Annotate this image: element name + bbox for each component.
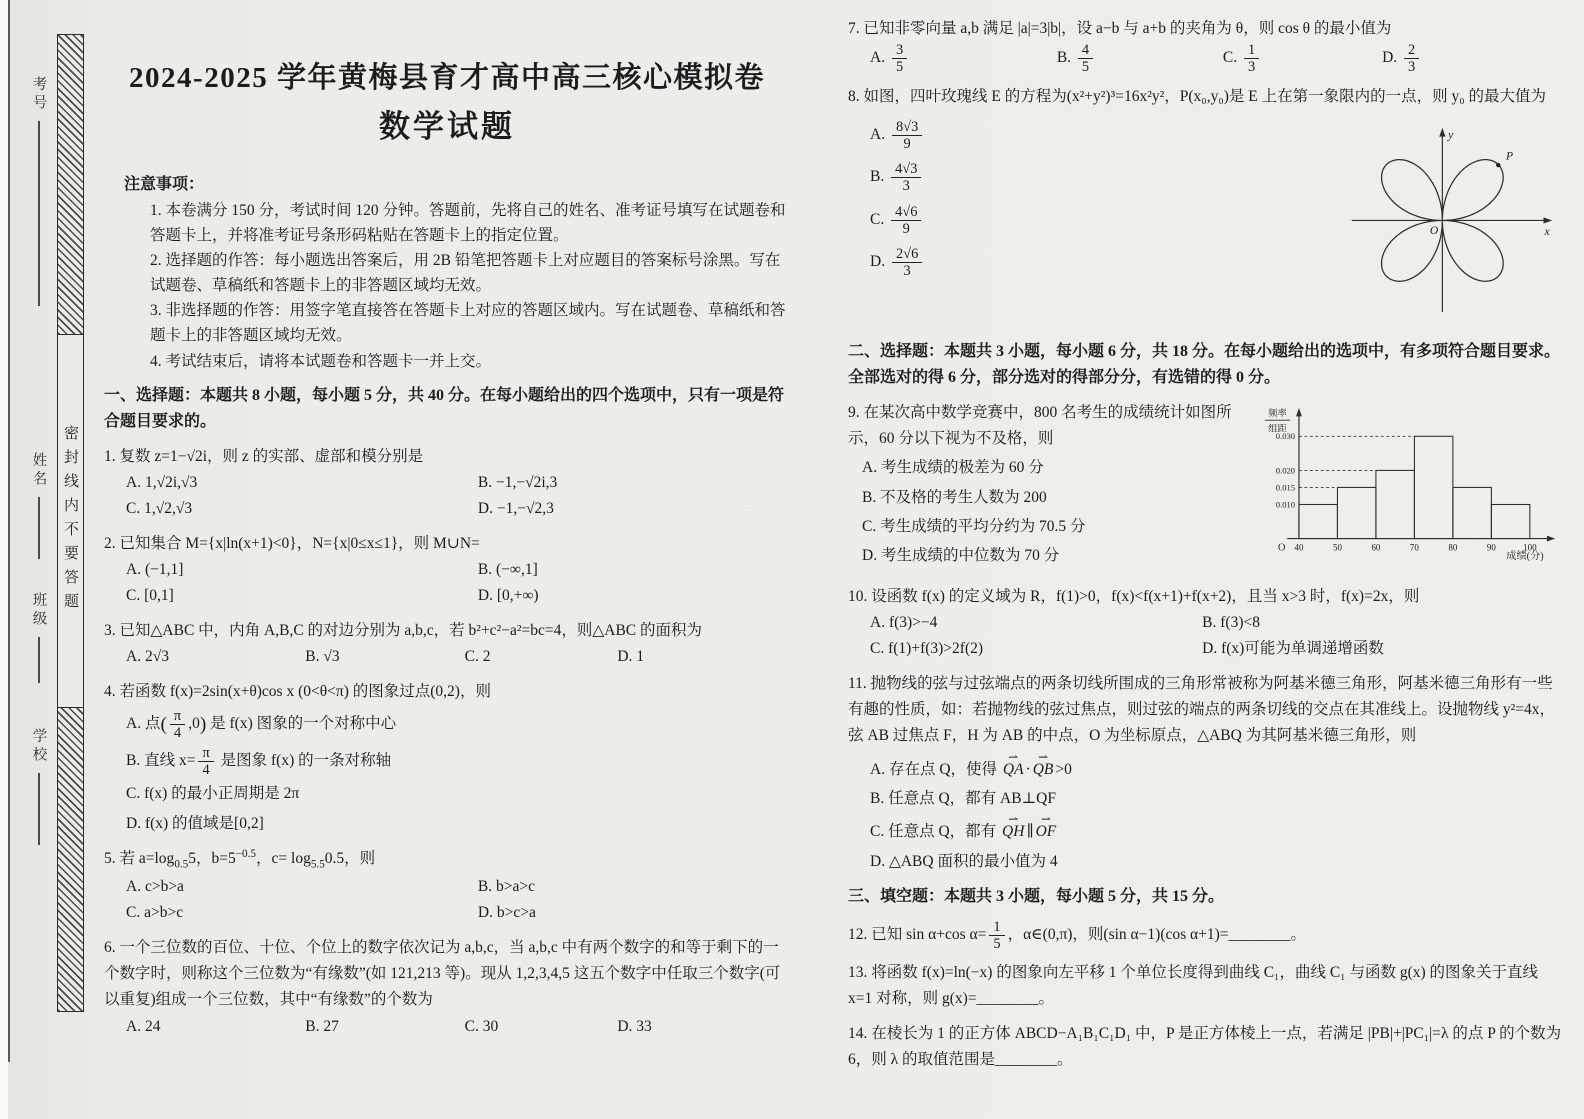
origin-label: O: [1277, 541, 1286, 553]
notice-item-1: 1. 本卷满分 150 分，考试时间 120 分钟。答题前，先将自己的姓名、准考证号填写在试题卷和答题卡上，并将准考证号条形码粘贴在答题卡上的指定位置。: [150, 201, 786, 245]
fraction-numerator: 4: [1081, 42, 1090, 59]
fraction: [1244, 42, 1259, 75]
question-7-stem: 7. 已知非零向量 a,b 满足 |a|=3|b|，设 a−b 与 a+b 的夹角为 θ，则 cos θ 的最小值为: [848, 20, 1392, 37]
question-11: [848, 671, 1562, 875]
fraction: [198, 745, 213, 778]
parallel-symbol: ∥: [1026, 823, 1034, 841]
stem-text: ，α∈(0,π)，则(sin α−1)(cos α+1)=________。: [1007, 925, 1307, 943]
fraction-numerator: π: [202, 744, 210, 761]
vector-QH: QH ⇀: [1002, 819, 1024, 845]
field-school: [22, 728, 56, 845]
question-6: [104, 935, 790, 1040]
y-axis-arrow: [1296, 408, 1302, 416]
option-text: B. 直线 x=: [126, 752, 196, 770]
question-1-option-c: C. 1,√2,√3: [126, 500, 193, 518]
question-11-option-a: [870, 753, 1562, 783]
question-11-option-d: D. △ABQ 面积的最小值为 4: [870, 852, 1058, 870]
notice-item-3: 3. 非选择题的作答：用签字笔直接答在答题卡上对应的答题区域内。写在试题卷、草稿纸和答题卡上的非答题区域均无效。: [150, 302, 786, 345]
section-3-header: 三、填空题：本题共 3 小题，每小题 5 分，共 15 分。: [848, 888, 1225, 906]
option-label: B.: [1056, 49, 1075, 67]
question-2: [104, 531, 790, 610]
hatch-pattern-top: [58, 35, 83, 335]
option-label: A.: [870, 126, 889, 144]
question-1: [104, 444, 790, 523]
paren-close: ): [199, 714, 207, 735]
question-7: [848, 16, 1562, 76]
question-13: [848, 960, 1562, 1013]
exam-subtitle: 数学试题: [379, 109, 515, 144]
option-text: ,0: [188, 715, 200, 733]
svg-text:50: 50: [1332, 541, 1342, 552]
field-blank-line: [38, 773, 40, 845]
question-6-stem: 6. 一个三位数的百位、十位、个位上的数字依次记为 a,b,c，当 a,b,c 中有两个数字的和等于剩下的一个数字时，则称这个三位数为“有缘数”(如 121,213 等)。现从 1,2,3,4,5 这五个数字中任取三个数字(可以重复)组成一个三位数，其中“有缘数”的个数为: [104, 938, 781, 1009]
fraction: [891, 161, 921, 194]
question-4-options: [126, 708, 790, 837]
question-8: [848, 84, 1562, 330]
svg-text:100: 100: [1523, 541, 1537, 552]
question-7-option-b: [1057, 42, 1223, 75]
question-5-stem: [104, 845, 790, 874]
vector-OF: OF ⇀: [1036, 819, 1057, 845]
fraction-denominator: 3: [891, 177, 921, 194]
question-10-option-c: C. f(1)+f(3)>2f(2): [870, 640, 984, 658]
question-3-option-d: D. 1: [617, 648, 645, 666]
fraction: [1404, 42, 1419, 75]
option-label: D.: [1382, 49, 1402, 67]
question-2-options: [126, 557, 790, 610]
option-text: A. 存在点 Q，使得: [870, 760, 1001, 778]
question-5-options: [126, 874, 790, 927]
section-2-header: 二、选择题：本题共 3 小题，每小题 6 分，共 18 分。在每小题给出的选项中，有多项符合题目要求。全部选对的得 6 分，部分选对的得部分分，有选错的得 0 分。: [848, 342, 1561, 387]
dot-operator: ·: [1025, 760, 1031, 778]
fraction-denominator: 4: [170, 724, 185, 741]
right-column: [848, 16, 1562, 1073]
svg-text:0.010: 0.010: [1275, 499, 1296, 510]
option-text: 是 f(x) 图象的一个对称中心: [206, 715, 397, 733]
question-9-option-b: B. 不及格的考生人数为 200: [862, 488, 1047, 506]
field-blank-line: [38, 497, 40, 559]
question-4-option-d: D. f(x) 的值域是[0,2]: [126, 814, 264, 832]
field-exam-number: [22, 76, 56, 306]
question-3-option-a: A. 2√3: [126, 648, 169, 666]
fraction-numerator: 8√3: [895, 118, 919, 135]
question-11-option-b: B. 任意点 Q，都有 AB⊥QF: [870, 790, 1056, 808]
question-5-option-c: C. a>b>c: [126, 904, 184, 922]
rose-curve-plot: [1346, 120, 1558, 318]
question-9-option-c: C. 考生成绩的平均分约为 70.5 分: [862, 518, 1086, 536]
question-5-option-d: D. b>c>a: [477, 904, 536, 922]
fraction: [892, 119, 922, 152]
question-10-option-b: B. f(3)<8: [1202, 614, 1260, 632]
question-14-stem: 14. 在棱长为 1 的正方体 ABCD−A₁B₁C₁D₁ 中，P 是正方体棱上一点，若满足 |PB|+|PC₁|=λ 的点 P 的个数为 6，则 λ 的取值范围是________。: [848, 1024, 1562, 1069]
y-axis-arrow: [1439, 128, 1445, 137]
seal-text: 密封线内不要答题: [62, 425, 78, 617]
field-blank-line: [38, 121, 40, 306]
field-name: [22, 452, 56, 559]
field-blank-line: [38, 637, 40, 683]
histogram-figure: [1260, 402, 1562, 577]
notice-section: [104, 172, 790, 374]
question-4-option-b: [126, 745, 790, 778]
question-1-option-b: B. −1,−√2i,3: [477, 474, 558, 492]
question-4-stem: 4. 若函数 f(x)=2sin(x+θ)cos x (0<θ<π) 的图象过点(0,2)，则: [104, 682, 491, 700]
stem-text: 5. 若 a=log: [104, 850, 175, 868]
notice-item-2: 2. 选择题的作答：每小题选出答案后，用 2B 铅笔把答题卡上对应题目的答案标号涂黑。写在试题卷、草稿纸和答题卡上的非答题区域均无效。: [150, 252, 781, 295]
question-4-option-c: C. f(x) 的最小正周期是 2π: [126, 785, 300, 803]
svg-text:90: 90: [1486, 541, 1496, 552]
svg-text:70: 70: [1409, 541, 1419, 552]
question-3-options: [126, 644, 790, 670]
question-11-stem: 11. 抛物线的弦与过弦端点的两条切线所围成的三角形常被称为阿基米德三角形，阿基米德三角形有一些有趣的性质，如：若抛物线的弦过焦点，则过弦的端点的两条切线的交点在其准线上。设抛物线 y²=4x，弦 AB 过焦点 F，H 为 AB 的中点，O 为坐标原点，△ABQ 为其阿基米德三角形，则: [848, 674, 1556, 745]
svg-text:0.020: 0.020: [1275, 465, 1296, 476]
question-8-stem: 8. 如图，四叶玫瑰线 E 的方程为(x²+y²)³=16x²y²，P(x₀,y₀)是 E 上在第一象限内的一点，则 y₀ 的最大值为: [848, 87, 1547, 105]
question-5-option-a: A. c>b>a: [126, 878, 184, 896]
question-11-option-c: [870, 815, 1562, 845]
option-text: A. 点: [126, 715, 161, 733]
hatch-pattern-bottom: [58, 707, 83, 1011]
question-6-options: [126, 1014, 790, 1040]
rose-curve-figure: [1346, 120, 1558, 327]
option-text: C. 任意点 Q，都有: [870, 823, 1001, 841]
question-1-stem: 1. 复数 z=1−√2i，则 z 的实部、虚部和模分别是: [104, 447, 424, 465]
question-2-option-d: D. [0,+∞): [477, 587, 539, 605]
scan-edge: [0, 0, 8, 1119]
subscript: 0.5: [174, 858, 189, 871]
stem-text: 12. 已知 sin α+cos α=: [848, 925, 987, 943]
question-9-option-d: D. 考生成绩的中位数为 70 分: [862, 547, 1060, 565]
y-axis-label: y: [1448, 128, 1454, 142]
question-6-option-a: A. 24: [126, 1017, 161, 1035]
question-2-option-a: A. (−1,1]: [126, 561, 184, 579]
exam-title: 2024-2025 学年黄梅县育才高中高三核心模拟卷: [129, 62, 765, 94]
question-3-option-b: B. √3: [305, 648, 340, 666]
y-axis-label-numerator: 频率: [1268, 408, 1287, 419]
question-13-stem: 13. 将函数 f(x)=ln(−x) 的图象向左平移 1 个单位长度得到曲线 C₁，曲线 C₁ 与函数 g(x) 的图象关于直线 x=1 对称，则 g(x)=________。: [848, 963, 1539, 1008]
fraction-denominator: 3: [1244, 58, 1259, 75]
x-axis-title: 成绩(分): [1506, 550, 1544, 562]
point-P-label: P: [1505, 149, 1514, 163]
svg-text:0.030: 0.030: [1275, 430, 1296, 441]
question-1-option-a: A. 1,√2i,√3: [126, 474, 198, 492]
field-label: 学校: [30, 728, 47, 765]
question-6-option-d: D. 33: [617, 1017, 652, 1035]
question-6-option-c: C. 30: [464, 1017, 499, 1035]
fraction-denominator: 9: [892, 135, 922, 152]
section-1-header: 一、选择题：本题共 8 小题，每小题 5 分，共 40 分。在每小题给出的四个选项中，只有一项是符合题目要求的。: [104, 386, 785, 431]
vector-QA: QA ⇀: [1003, 757, 1024, 783]
point-P-dot: [1496, 162, 1500, 166]
svg-text:40: 40: [1294, 541, 1304, 552]
stem-text: 5，b=5: [188, 850, 236, 868]
fraction-numerator: 4√3: [895, 161, 918, 178]
question-10-options: [870, 610, 1562, 663]
fraction-denominator: 3: [1404, 58, 1419, 75]
question-6-option-b: B. 27: [305, 1017, 339, 1035]
fraction-denominator: 4: [198, 761, 213, 778]
question-7-option-d: [1382, 42, 1562, 75]
question-10-option-a: A. f(3)>−4: [870, 614, 938, 632]
question-5: [104, 845, 790, 927]
question-2-option-c: C. [0,1]: [126, 587, 174, 605]
fraction-numerator: 2√6: [895, 245, 919, 262]
fraction: [891, 204, 921, 237]
x-axis-label: x: [1544, 224, 1550, 238]
left-column: [104, 55, 790, 1040]
fraction: [892, 42, 907, 75]
fraction-denominator: 5: [1078, 58, 1093, 75]
option-label: D.: [870, 253, 889, 271]
question-5-option-b: B. b>a>c: [477, 878, 535, 896]
question-9: [848, 400, 1562, 576]
question-14: [848, 1021, 1562, 1074]
fraction-denominator: 5: [892, 58, 907, 75]
question-10: [848, 584, 1562, 663]
field-label: 班级: [30, 592, 47, 629]
fraction-numerator: 1: [993, 918, 1001, 935]
x-axis-arrow: [1544, 217, 1553, 223]
svg-text:80: 80: [1448, 541, 1458, 552]
histogram-plot: [1260, 402, 1562, 568]
fraction-numerator: 4√6: [895, 203, 918, 220]
question-9-text: [848, 400, 1252, 570]
paren-open: (: [160, 714, 167, 735]
question-10-option-d: D. f(x)可能为单调递增函数: [1202, 640, 1384, 658]
field-label: 考号: [30, 76, 47, 113]
stem-text: ，c= log: [256, 850, 311, 868]
option-label: C.: [1222, 49, 1241, 67]
question-7-options: [870, 42, 1562, 75]
notice-item-4: 4. 考试结束后，请将本试题卷和答题卡一并上交。: [150, 352, 492, 370]
question-11-options: [870, 753, 1562, 875]
fraction-denominator: 5: [989, 935, 1004, 952]
question-10-stem: 10. 设函数 f(x) 的定义域为 R，f(1)>0，f(x)<f(x+1)+f(x+2)，且当 x>3 时，f(x)=2x，则: [848, 587, 1420, 605]
option-text: 是图象 f(x) 的一条对称轴: [216, 752, 392, 770]
x-tick-labels: [1294, 542, 1537, 552]
option-label: C.: [870, 210, 889, 228]
fraction-numerator: π: [173, 707, 182, 724]
y-axis-label-denominator: 组距: [1268, 424, 1287, 435]
field-label: 姓名: [30, 452, 47, 489]
fraction-denominator: 3: [892, 262, 922, 279]
question-12: [848, 919, 1562, 952]
option-label: B.: [870, 168, 889, 186]
subscript: 5.5: [310, 858, 325, 871]
question-3-stem: 3. 已知△ABC 中，内角 A,B,C 的对边分别为 a,b,c，若 b²+c²−a²=bc=4，则△ABC 的面积为: [104, 621, 703, 639]
question-3-option-c: C. 2: [464, 648, 491, 666]
fraction: [892, 246, 922, 279]
question-1-option-d: D. −1,−√2,3: [477, 500, 554, 518]
x-axis-arrow: [1547, 535, 1555, 541]
scan-fold-line: [8, 0, 10, 1062]
fraction: [170, 708, 185, 741]
option-text: >0: [1055, 760, 1072, 778]
fraction: [989, 919, 1004, 952]
fraction: [1078, 42, 1093, 75]
svg-text:60: 60: [1371, 541, 1381, 552]
origin-label: O: [1429, 223, 1439, 237]
fraction-numerator: 2: [1408, 42, 1416, 59]
question-9-option-a: A. 考生成绩的极差为 60 分: [862, 459, 1044, 477]
fraction-denominator: 9: [891, 220, 921, 237]
question-12-stem: [848, 919, 1562, 952]
vector-QB: QB ⇀: [1033, 757, 1054, 783]
option-label: A.: [870, 49, 889, 67]
question-9-stem: 9. 在某次高中数学竞赛中，800 名考生的成绩统计如图所示，60 分以下视为不及格，则: [848, 403, 1232, 448]
question-3: [104, 618, 790, 671]
seal-text-area: [58, 335, 83, 707]
question-7-option-c: [1223, 42, 1382, 75]
question-2-stem: 2. 已知集合 M={x|ln(x+1)<0}，N={x|0≤x≤1}，则 M∪N=: [104, 534, 480, 552]
svg-text:0.015: 0.015: [1275, 482, 1296, 493]
question-4-option-a: [126, 708, 790, 742]
stem-text: 0.5，则: [324, 850, 376, 868]
superscript: −0.5: [235, 847, 257, 860]
notice-heading: 注意事项：: [124, 176, 205, 193]
seal-strip: [57, 34, 84, 1012]
field-class: [22, 592, 56, 683]
fraction-numerator: 1: [1248, 42, 1256, 59]
fraction-numerator: 3: [895, 42, 904, 59]
question-7-option-a: [870, 42, 1057, 75]
question-4: [104, 679, 790, 837]
question-2-option-b: B. (−∞,1]: [477, 561, 538, 579]
question-1-options: [126, 470, 790, 523]
